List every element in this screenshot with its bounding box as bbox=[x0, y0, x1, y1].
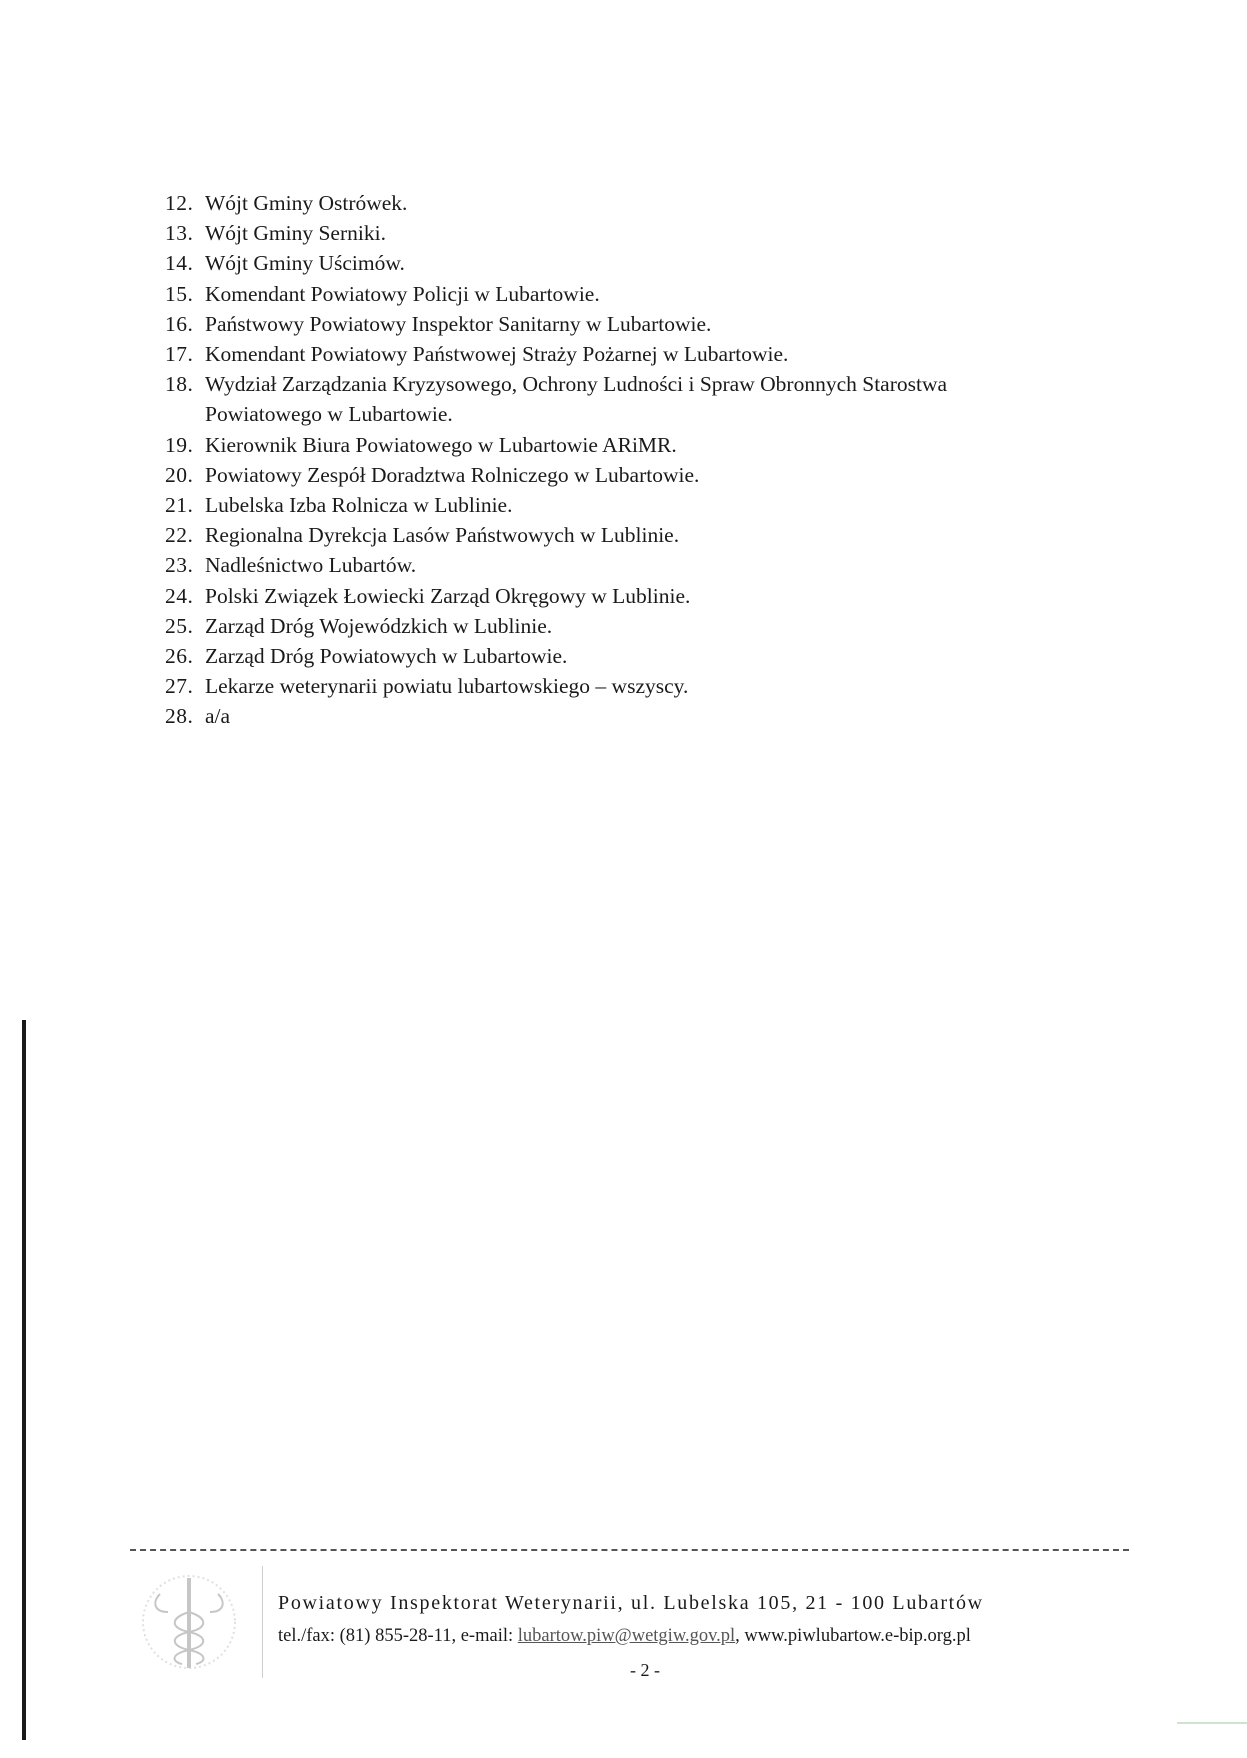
recipient-number: 20. bbox=[165, 462, 194, 487]
recipient-number: 25. bbox=[165, 613, 194, 638]
recipient-number: 26. bbox=[165, 644, 194, 669]
recipient-item bbox=[165, 611, 1065, 641]
recipient-item bbox=[165, 369, 1065, 429]
recipient-number: 18. bbox=[165, 372, 194, 397]
recipient-item bbox=[165, 701, 1065, 731]
footer-contact bbox=[278, 1626, 971, 1647]
recipient-text: Wójt Gminy Uścimów. bbox=[205, 251, 405, 276]
recipient-number: 22. bbox=[165, 523, 194, 548]
recipient-item bbox=[165, 490, 1065, 520]
recipient-number: 16. bbox=[165, 311, 194, 336]
footer-rule bbox=[130, 1549, 1129, 1551]
recipient-text: Zarząd Dróg Wojewódzkich w Lublinie. bbox=[205, 613, 553, 638]
recipient-text: Państwowy Powiatowy Inspektor Sanitarny w Lubartowie. bbox=[205, 311, 712, 336]
recipient-number: 28. bbox=[165, 704, 194, 729]
footer-contact-suffix: , www.piwlubartow.e-bip.org.pl bbox=[735, 1626, 971, 1646]
recipient-text: Regionalna Dyrekcja Lasów Państwowych w Lublinie. bbox=[205, 523, 680, 548]
recipient-number: 21. bbox=[165, 493, 194, 518]
scan-edge-left bbox=[22, 1020, 26, 1740]
recipient-text: Komendant Powiatowy Policji w Lubartowie. bbox=[205, 281, 600, 306]
recipient-item bbox=[165, 641, 1065, 671]
recipient-text: Polski Związek Łowiecki Zarząd Okręgowy w Lublinie. bbox=[205, 583, 691, 608]
footer-divider bbox=[262, 1566, 263, 1678]
recipient-text: Lubelska Izba Rolnicza w Lublinie. bbox=[205, 493, 513, 518]
recipient-number: 12. bbox=[165, 191, 194, 215]
recipient-number: 24. bbox=[165, 583, 194, 608]
recipient-text: Komendant Powiatowy Państwowej Straży Pożarnej w Lubartowie. bbox=[205, 342, 789, 367]
recipient-text: Zarząd Dróg Powiatowych w Lubartowie. bbox=[205, 644, 568, 669]
recipient-number: 19. bbox=[165, 432, 194, 457]
recipient-item bbox=[165, 339, 1065, 369]
recipient-item bbox=[165, 188, 1065, 218]
footer-contact-prefix: tel./fax: (81) 855-28-11, e-mail: bbox=[278, 1626, 518, 1646]
recipient-item bbox=[165, 279, 1065, 309]
footer-institution: Powiatowy Inspektorat Weterynarii, ul. Lubelska 105, 21 - 100 Lubartów bbox=[278, 1592, 984, 1614]
recipient-text: Nadleśnictwo Lubartów. bbox=[205, 553, 417, 578]
recipient-item bbox=[165, 550, 1065, 580]
recipient-item bbox=[165, 430, 1065, 460]
recipient-number: 17. bbox=[165, 342, 194, 367]
recipient-text: Powiatowy Zespół Doradztwa Rolniczego w Lubartowie. bbox=[205, 462, 700, 487]
recipient-number: 27. bbox=[165, 674, 194, 699]
recipient-item bbox=[165, 460, 1065, 490]
recipient-item bbox=[165, 520, 1065, 550]
recipient-item bbox=[165, 248, 1065, 278]
caduceus-logo-icon bbox=[130, 1568, 248, 1676]
footer-email-link[interactable]: lubartow.piw@wetgiw.gov.pl bbox=[517, 1626, 736, 1646]
recipient-number: 23. bbox=[165, 553, 194, 578]
recipient-item bbox=[165, 671, 1065, 701]
recipient-number: 14. bbox=[165, 251, 194, 276]
recipient-item bbox=[165, 218, 1065, 248]
recipient-text: Wójt Gminy Serniki. bbox=[205, 221, 386, 246]
recipient-text: Wójt Gminy Ostrówek. bbox=[205, 191, 408, 215]
page-number: - 2 - bbox=[630, 1660, 660, 1680]
recipient-number: 13. bbox=[165, 221, 194, 246]
recipient-text: Kierownik Biura Powiatowego w Lubartowie ARiMR. bbox=[205, 432, 677, 457]
recipient-item bbox=[165, 581, 1065, 611]
recipient-item bbox=[165, 309, 1065, 339]
recipient-text: a/a bbox=[205, 704, 231, 729]
recipient-text: Wydział Zarządzania Kryzysowego, Ochrony Ludności i Spraw Obronnych Starostwa Powiatowego w Lubartowie. bbox=[205, 372, 948, 427]
recipient-list bbox=[165, 188, 1065, 732]
recipient-text: Lekarze weterynarii powiatu lubartowskiego – wszyscy. bbox=[205, 674, 689, 699]
recipient-number: 15. bbox=[165, 281, 194, 306]
scan-edge-right bbox=[1177, 1722, 1247, 1724]
